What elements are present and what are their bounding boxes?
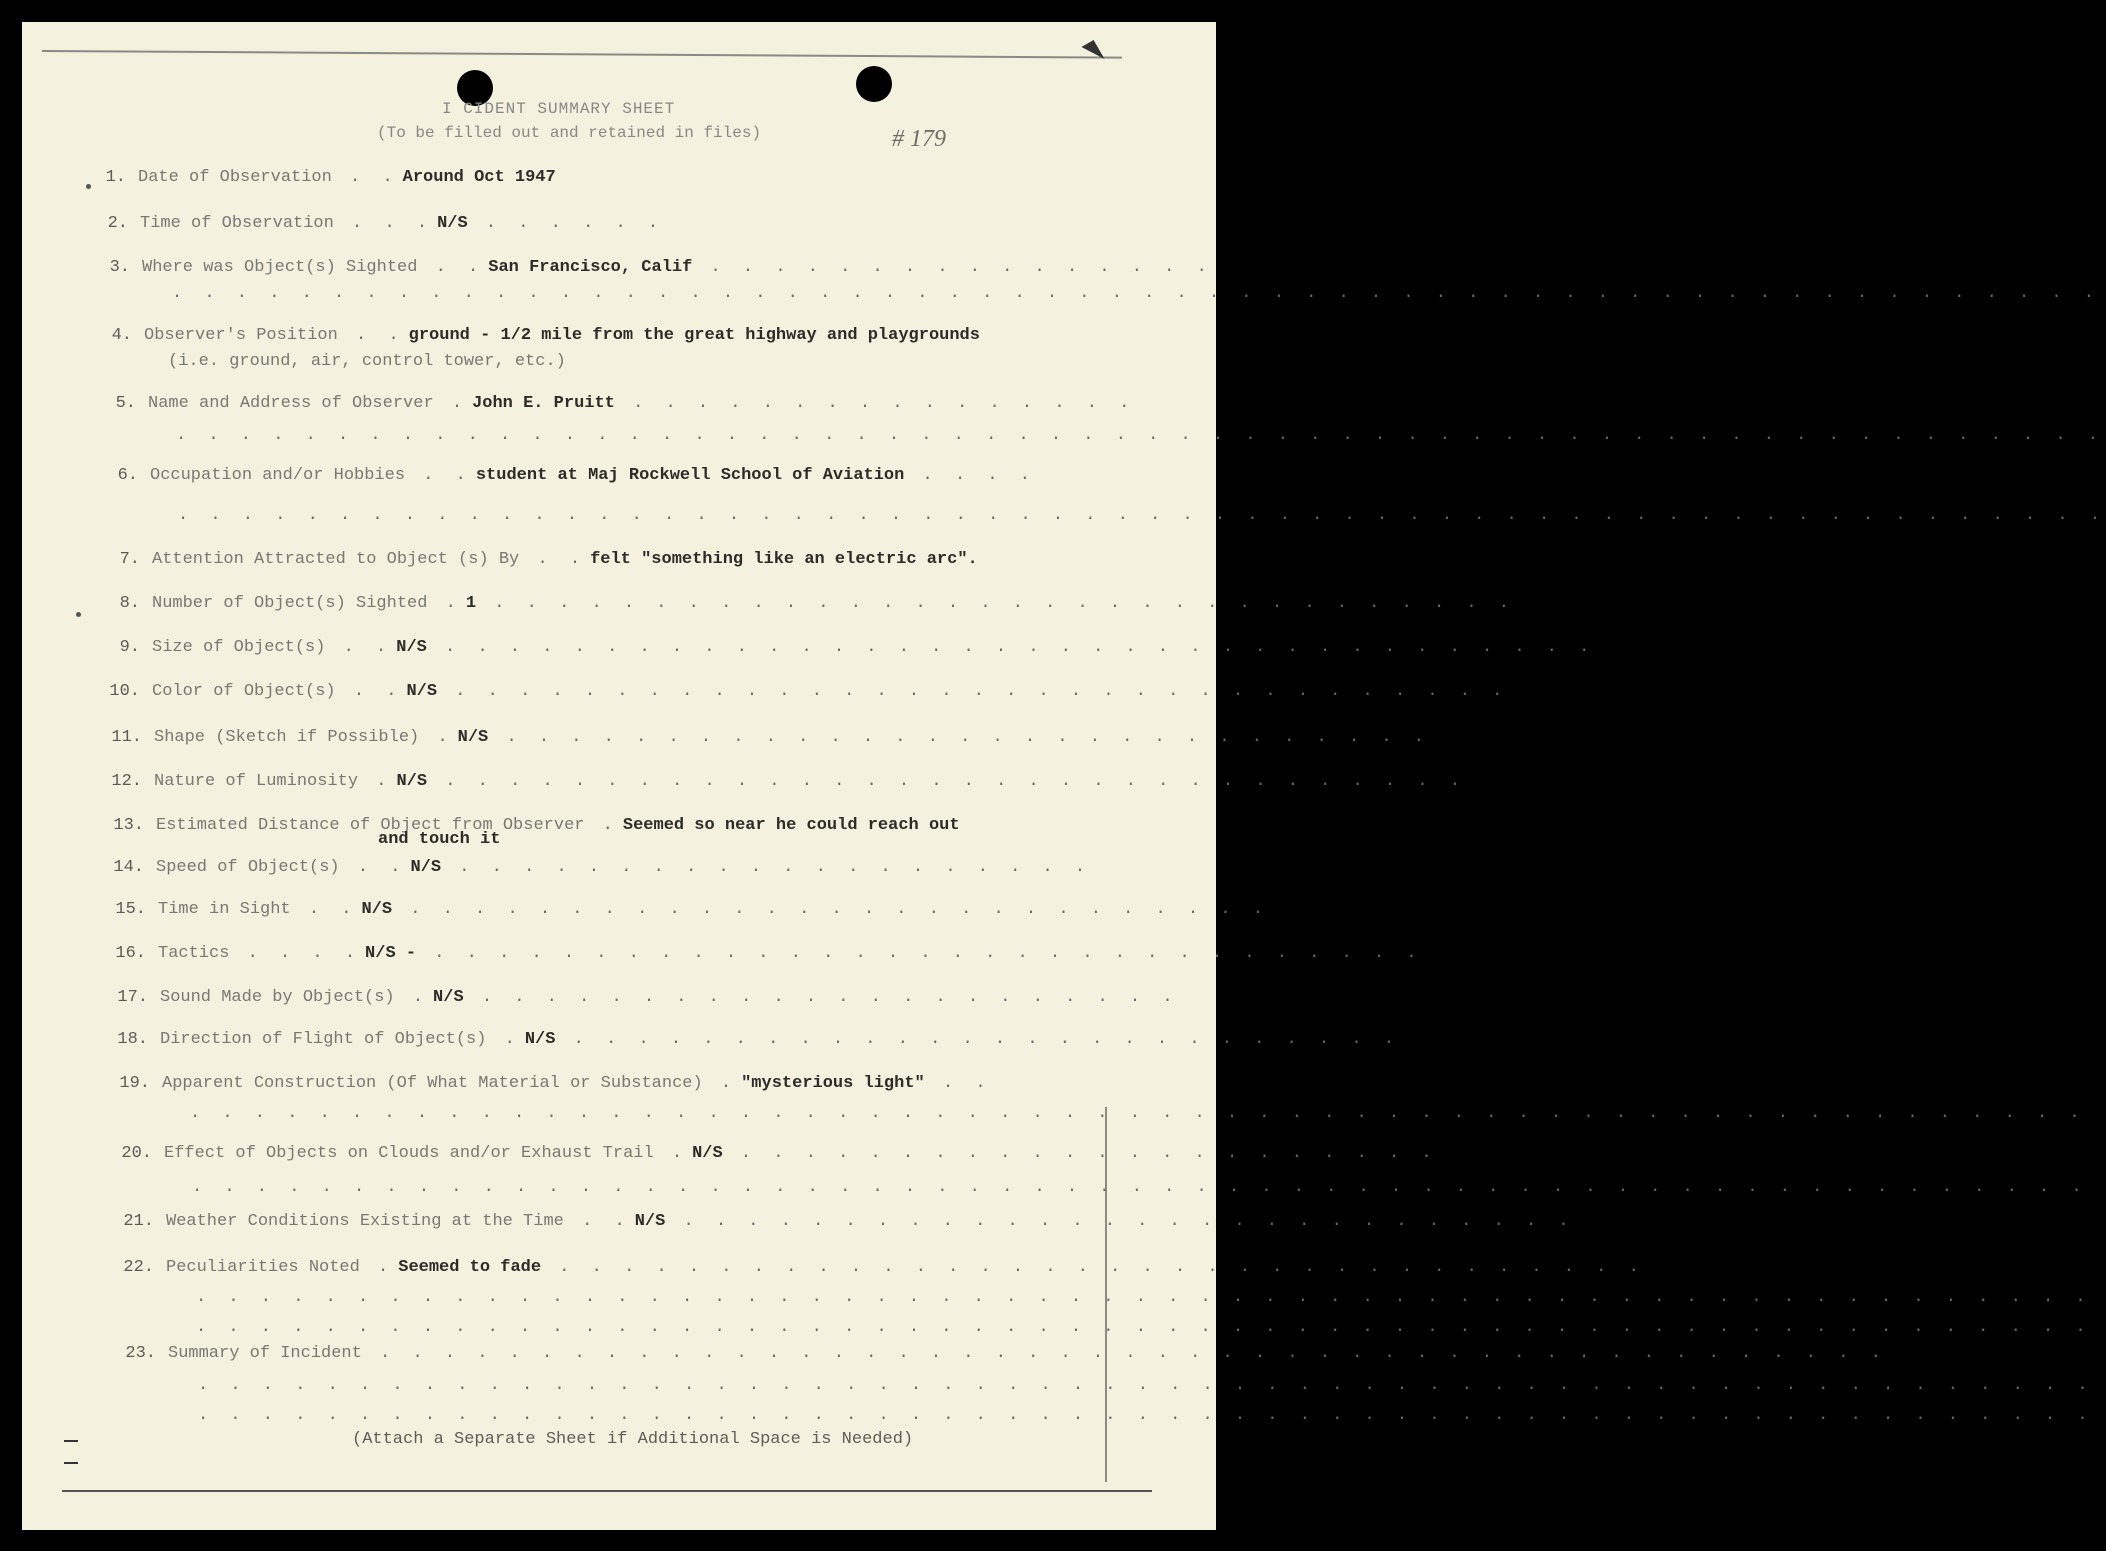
form-item: 21. Weather Conditions Existing at the Time . . N/S . . . . . . . . . . . . . . . . . . . . . . . . . . . . [123,1212,1575,1231]
field-answer: N/S [524,1030,556,1049]
field-label: Weather Conditions Existing at the Time [166,1212,564,1231]
field-label: Sound Made by Object(s) [160,988,395,1007]
field-answer: Seemed to fade [398,1258,542,1277]
form-item: 9. Size of Object(s) . . N/S . . . . . . . . . . . . . . . . . . . . . . . . . . . . . . . . . . . . [119,638,1596,657]
continuation-line: . . . . . . . . . . . . . . . . . . . . . . . . . . . . . . . . . . . . . . . . . . . . . . . . . . . . . . . . . . . [198,1376,2094,1395]
field-answer: N/S [634,1212,666,1231]
form-item: 1. Date of Observation . . Around Oct 1947 [105,168,556,187]
field-label: Tactics [158,944,230,963]
field-label: Observer's Position [144,326,338,345]
form-item: 17. Sound Made by Object(s) . N/S . . . . . . . . . . . . . . . . . . . . . . [117,988,1179,1007]
field-label: Speed of Object(s) [156,858,340,877]
field-answer: N/S [410,858,442,877]
page-subtitle: (To be filled out and retained in files) [377,124,762,142]
form-item: 4. Observer's Position . . ground - 1/2 mile from the great highway and playgrounds [111,326,980,345]
continuation-line: . . . . . . . . . . . . . . . . . . . . . . . . . . . . . . . . . . . . . . . . . . . . . . . . . . . . . . . . . . . [196,1288,2092,1307]
field-label: Where was Object(s) Sighted [142,258,418,277]
form-item: 20. Effect of Objects on Clouds and/or Exhaust Trail . N/S . . . . . . . . . . . . . . . . . . . . . . [121,1144,1438,1163]
form-item: 13. Estimated Distance of Object from Observer . Seemed so near he could reach out [113,816,960,835]
form-item: 3. Where was Object(s) Sighted . . San Francisco, Calif . . . . . . . . . . . . . . . . [109,258,1213,277]
field-label: Shape (Sketch if Possible) [154,728,420,747]
form-item: 7. Attention Attracted to Object (s) By . . felt "something like an electric arc". [119,550,978,569]
field-answer: N/S [406,682,438,701]
field-label: Estimated Distance of Object from Observer [156,816,585,835]
field-answer: Around Oct 1947 [402,168,556,187]
field-label: Direction of Flight of Object(s) [160,1030,487,1049]
field-answer: John E. Pruitt [472,394,615,413]
field-answer: N/S [396,772,428,791]
margin-tick [64,1440,78,1442]
margin-dot [76,612,81,617]
form-item: 12. Nature of Luminosity . N/S . . . . . . . . . . . . . . . . . . . . . . . . . . . . . . . . [111,772,1466,791]
form-item: 23. Summary of Incident . . . . . . . . . . . . . . . . . . . . . . . . . . . . . . . . . . . . . . . . . . . . . . . [125,1344,1887,1363]
form-item: 22. Peculiarities Noted . Seemed to fade . . . . . . . . . . . . . . . . . . . . . . . . . . . . . . . . . . [123,1258,1645,1277]
form-item: 19. Apparent Construction (Of What Material or Substance) . "mysterious light" . . [119,1074,992,1093]
field-label: Time in Sight [158,900,291,919]
form-item: 5. Name and Address of Observer . John E. Pruitt . . . . . . . . . . . . . . . . [115,394,1136,413]
field-answer: N/S [396,638,427,657]
form-item: 8. Number of Object(s) Sighted . 1 . . . . . . . . . . . . . . . . . . . . . . . . . . . . . . . . [119,594,1515,613]
form-item: 16. Tactics . . . . N/S - . . . . . . . . . . . . . . . . . . . . . . . . . . . . . . . [115,944,1423,963]
form-item: 2. Time of Observation . . . N/S . . . . . . [107,214,665,233]
field-sublabel: (i.e. ground, air, control tower, etc.) [168,352,566,371]
page-title: I CIDENT SUMMARY SHEET [442,100,676,118]
field-answer-continued: and touch it [378,830,501,849]
form-item: 18. Direction of Flight of Object(s) . N/S . . . . . . . . . . . . . . . . . . . . . . . . . . [117,1030,1400,1049]
corner-fold-icon [1081,40,1104,66]
footer-note: (Attach a Separate Sheet if Additional Space is Needed) [352,1430,914,1449]
field-label: Nature of Luminosity [154,772,359,791]
field-answer: ground - 1/2 mile from the great highway and playgrounds [408,326,980,345]
field-answer: Seemed so near he could reach out [622,816,960,835]
field-answer: 1 [465,594,477,613]
field-label: Summary of Incident [168,1344,362,1363]
field-answer: "mysterious light" [741,1074,925,1093]
bottom-rule [62,1490,1152,1492]
field-label: Name and Address of Observer [148,394,434,413]
field-label: Date of Observation [138,168,332,187]
continuation-line: . . . . . . . . . . . . . . . . . . . . . . . . . . . . . . . . . . . . . . . . . . . . . . . . . . . . . . . . . . . . [176,426,2104,445]
continuation-line: . . . . . . . . . . . . . . . . . . . . . . . . . . . . . . . . . . . . . . . . . . . . . . . . . . . . . . . . . . . . [178,506,2106,525]
field-label: Occupation and/or Hobbies [150,466,406,485]
field-label: Apparent Construction (Of What Material or Substance) [162,1074,703,1093]
form-item: 14. Speed of Object(s) . . N/S . . . . . . . . . . . . . . . . . . . . [113,858,1092,877]
document-page [22,22,2106,1530]
file-number: # 179 [892,126,946,152]
field-answer: N/S [433,988,464,1007]
field-label: Color of Object(s) [152,682,336,701]
continuation-line: . . . . . . . . . . . . . . . . . . . . . . . . . . . . . . . . . . . . . . . . . . . . . . . . . . . . . . . . . . . [190,1104,2086,1123]
field-answer: N/S [692,1144,723,1163]
field-label: Number of Object(s) Sighted [152,594,428,613]
form-item: 10. Color of Object(s) . . N/S . . . . . . . . . . . . . . . . . . . . . . . . . . . . . . . . . [109,682,1509,701]
field-answer: N/S [361,900,393,919]
form-item: 11. Shape (Sketch if Possible) . N/S . . . . . . . . . . . . . . . . . . . . . . . . . . . . . [111,728,1430,747]
punch-hole-icon [856,66,892,102]
field-label: Size of Object(s) [152,638,326,657]
continuation-line: . . . . . . . . . . . . . . . . . . . . . . . . . . . . . . . . . . . . . . . . . . . . . . . . . . . . . . . . . . . . [172,284,2100,303]
field-answer: student at Maj Rockwell School of Aviation [475,466,905,485]
field-label: Attention Attracted to Object (s) By [152,550,520,569]
continuation-line: . . . . . . . . . . . . . . . . . . . . . . . . . . . . . . . . . . . . . . . . . . . . . . . . . . . . . . . . . . . [196,1318,2092,1337]
continuation-line: . . . . . . . . . . . . . . . . . . . . . . . . . . . . . . . . . . . . . . . . . . . . . . . . . . . . . . . . . . . [198,1406,2094,1425]
form-item: 15. Time in Sight . . N/S . . . . . . . . . . . . . . . . . . . . . . . . . . . [115,900,1269,919]
field-answer: N/S [457,728,489,747]
field-label: Effect of Objects on Clouds and/or Exhaust Trail [164,1144,654,1163]
field-label: Time of Observation [140,214,334,233]
field-answer: N/S - [365,944,417,963]
margin-tick [64,1462,78,1464]
form-item: 6. Occupation and/or Hobbies . . student at Maj Rockwell School of Aviation . . . . [117,466,1036,485]
field-answer: N/S [437,214,468,233]
top-rule [42,50,1122,59]
continuation-line: . . . . . . . . . . . . . . . . . . . . . . . . . . . . . . . . . . . . . . . . . . . . . . . . . . . . . . . . . . . [192,1178,2088,1197]
field-label: Peculiarities Noted [166,1258,360,1277]
field-answer: felt "something like an electric arc". [590,550,978,569]
field-answer: San Francisco, Calif [488,258,693,277]
